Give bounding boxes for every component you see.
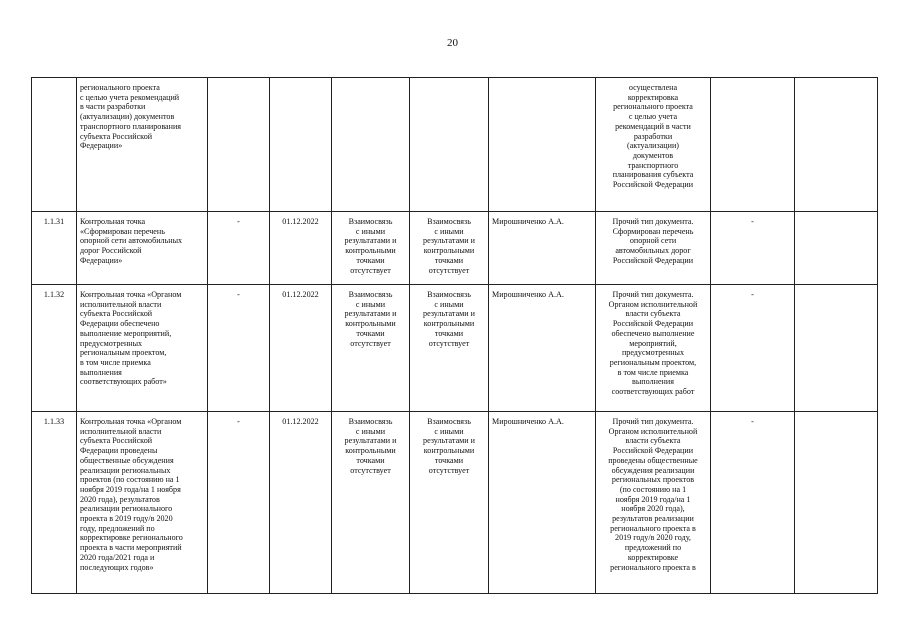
- info-system-cell: [711, 78, 795, 212]
- end-date-cell: 01.12.2022: [270, 412, 332, 594]
- document-cell: осуществлена корректировка регионального проекта с целью учета рекомендаций в части разработки (актуализации) документов транспортного планирования субъекта Российской Федерации: [596, 78, 711, 212]
- end-date-cell: 01.12.2022: [270, 212, 332, 285]
- empty-cell: [795, 285, 878, 412]
- successors-cell: Взаимосвязь с иными результатами и контрольными точками отсутствует: [410, 412, 489, 594]
- predecessors-cell: Взаимосвязь с иными результатами и контрольными точками отсутствует: [332, 412, 410, 594]
- control-point-name-cell: регионального проекта с целью учета рекомендаций в части разработки (актуализации) документов транспортного планирования субъекта Российской Федерации»: [77, 78, 208, 212]
- predecessors-cell: Взаимосвязь с иными результатами и контрольными точками отсутствует: [332, 285, 410, 412]
- document-cell: Прочий тип документа. Органом исполнительной власти субъекта Российской Федерации обеспечено выполнение мероприятий, предусмотренных региональным проектом, в том числе приемка выполнения соответствующих работ: [596, 285, 711, 412]
- predecessors-cell: [332, 78, 410, 212]
- info-system-cell: -: [711, 412, 795, 594]
- row-number-cell: 1.1.31: [32, 212, 77, 285]
- info-system-cell: -: [711, 212, 795, 285]
- control-point-name-cell: Контрольная точка «Органом исполнительной власти субъекта Российской Федерации проведены общественные обсуждения реализации региональных проектов (по состоянию на 1 ноября 2019 года/на 1 ноября 2020 года), результатов реализации регионального проекта в 2019 году/в 2020 году, предложений по корректировке регионального проекта в части мероприятий 2020 года/2021 года и последующих годов»: [77, 412, 208, 594]
- empty-cell: [795, 212, 878, 285]
- row-number-cell: 1.1.32: [32, 285, 77, 412]
- start-date-cell: -: [208, 212, 270, 285]
- successors-cell: [410, 78, 489, 212]
- control-point-name-cell: Контрольная точка «Сформирован перечень опорной сети автомобильных дорог Российской Федерации»: [77, 212, 208, 285]
- row-number-cell: [32, 78, 77, 212]
- document-cell: Прочий тип документа. Органом исполнительной власти субъекта Российской Федерации проведены общественные обсуждения реализации региональных проектов (по состоянию на 1 ноября 2019 года/на 1 ноября 2020 года), результатов реализации регионального проекта в 2019 году/в 2020 году, предложений по корректировке регионального проекта в: [596, 412, 711, 594]
- start-date-cell: [208, 78, 270, 212]
- successors-cell: Взаимосвязь с иными результатами и контрольными точками отсутствует: [410, 212, 489, 285]
- empty-cell: [795, 412, 878, 594]
- row-number-cell: 1.1.33: [32, 412, 77, 594]
- successors-cell: Взаимосвязь с иными результатами и контрольными точками отсутствует: [410, 285, 489, 412]
- table-row: [32, 412, 878, 594]
- end-date-cell: [270, 78, 332, 212]
- empty-cell: [795, 78, 878, 212]
- responsible-cell: Мирошниченко А.А.: [489, 285, 596, 412]
- end-date-cell: 01.12.2022: [270, 285, 332, 412]
- predecessors-cell: Взаимосвязь с иными результатами и контрольными точками отсутствует: [332, 212, 410, 285]
- page-number: 20: [447, 37, 458, 49]
- table-row: [32, 78, 878, 212]
- start-date-cell: -: [208, 285, 270, 412]
- table-row: [32, 212, 878, 285]
- control-points-table: [31, 77, 878, 594]
- responsible-cell: [489, 78, 596, 212]
- start-date-cell: -: [208, 412, 270, 594]
- info-system-cell: -: [711, 285, 795, 412]
- responsible-cell: Мирошниченко А.А.: [489, 212, 596, 285]
- control-point-name-cell: Контрольная точка «Органом исполнительной власти субъекта Российской Федерации обеспечено выполнение мероприятий, предусмотренных региональным проектом, в том числе приемка выполнения соответствующих работ»: [77, 285, 208, 412]
- document-cell: Прочий тип документа. Сформирован перечень опорной сети автомобильных дорог Российской Федерации: [596, 212, 711, 285]
- table-row: [32, 285, 878, 412]
- responsible-cell: Мирошниченко А.А.: [489, 412, 596, 594]
